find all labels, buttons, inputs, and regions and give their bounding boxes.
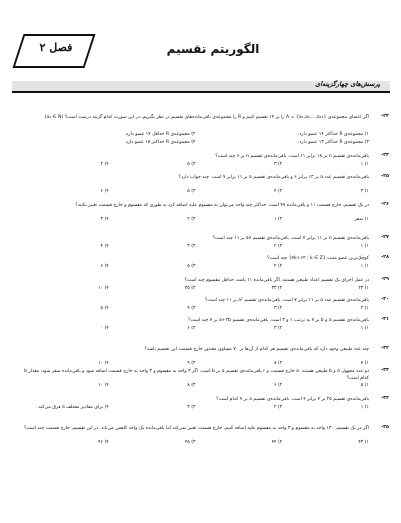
answer-option[interactable]: ۱) ۷ — [360, 361, 369, 366]
question-text: باقی‌مانده‌ی تقسیم n بر ۱۸ برابر ۱۱ است. باقی‌مانده‌ی تقسیم n بر ۶ چند است؟ — [215, 154, 369, 159]
question-text: دو عدد مجهول a و b طبیعی هستند. a خارج قسمت و r باقی‌مانده‌ی تقسیم a بر b است. اگر ۳ واحد به مقسوم و ۳ واحد به خارج قسمت اضافه شود و باقی‌مانده صفر شود، مقدار b کدام است؟ — [24, 369, 369, 381]
answer-option[interactable]: ۴) ۴۶ — [98, 440, 109, 445]
answer-option[interactable]: ۱) ۲۳ — [358, 286, 369, 291]
answer-option[interactable]: ۲) ۶ — [274, 383, 283, 388]
question-text: باقی‌مانده‌ی تقسیم عدد a بر ۱۳ برابر ۶ و باقی‌مانده‌ی تقسیم a بر ۱۱ برابر ۷ است. چند جواب دارد؟ — [178, 175, 369, 180]
answer-option[interactable]: ۳) مجموعه‌ی R حداکثر ۱۳ عضو دارد. — [297, 140, 369, 145]
question-number: -۳۱ — [381, 317, 389, 322]
answer-option[interactable]: ۱) ۳ — [360, 189, 369, 194]
answer-option[interactable]: ۴) مجموعه‌ی R حداکثر ۱۵ عضو دارد. — [124, 140, 196, 145]
answer-options — [22, 264, 369, 269]
answer-options — [22, 162, 369, 167]
question-text: باقی‌مانده‌ی تقسیم n بر ۱۱ برابر ۷ است. باقی‌مانده‌ی تقسیم ۵n بر ۱۱ چند است؟ — [212, 236, 369, 241]
answer-option[interactable]: ۳) ۵ — [187, 264, 196, 269]
question — [22, 425, 389, 455]
answer-option[interactable]: ۲) ۳ — [274, 326, 283, 331]
answer-option[interactable]: ۲) ۲ — [274, 264, 283, 269]
answer-option[interactable]: ۲) ۲ — [274, 244, 283, 249]
answer-option[interactable]: ۴) ۴ — [100, 244, 109, 249]
question-text: باقی‌مانده‌ی تقسیم a و b بر ۷ به ترتیب ۱ و ۳ است. باقی‌مانده‌ی تقسیم a+۳b بر ۷ چند است؟ — [188, 318, 369, 323]
answer-options — [22, 244, 369, 249]
answer-option[interactable]: ۳) ۴۵ — [184, 440, 196, 445]
question-text: اگر در یک تقسیم، ۱۳۰ واحد به مقسوم و ۳ واحد به مقسوم علیه اضافه کنیم، خارج قسمت تغییر نمی‌کند اما باقی‌مانده یک واحد کاهش می‌یابد. در این تقسیم، خارج قسمت چند است؟ — [23, 426, 369, 431]
question-text: در یک تقسیم، خارج قسمت ۱۱ و باقی‌مانده ۴۷ است. حداکثر چند واحد می‌توان به مقسوم علیه اضافه کرد به طوری که مقسوم و خارج قسمت تغییر نکنند؟ — [75, 203, 369, 208]
answer-option[interactable]: ۴) ۰ — [100, 326, 109, 331]
answer-option[interactable]: ۲) مجموعه‌ی R حداقل ۱۴ عضو دارد. — [124, 132, 196, 137]
answer-option[interactable]: ۲) ۲ — [274, 405, 283, 410]
question-text: چند عدد طبیعی وجود دارد که باقی‌مانده‌ی تقسیم هر کدام از آن‌ها بر ۷۰ مساوی مجذور خارج قسمت این تقسیم باشد؟ — [144, 347, 369, 352]
question — [22, 396, 389, 426]
answer-option[interactable]: ۴) ۶ — [100, 264, 109, 269]
question-number: -۲۸ — [381, 255, 389, 260]
answer-option[interactable]: ۱) ۱ — [360, 244, 369, 249]
chapter-badge-label: فصل ۲ — [39, 41, 73, 54]
answer-option[interactable]: ۴) ۲ — [100, 162, 109, 167]
answer-option[interactable]: ۳) ۸ — [187, 383, 196, 388]
answer-option[interactable]: ۲) ۳۳ — [271, 286, 283, 291]
question-number: -۲۴ — [381, 153, 389, 158]
question-number: -۳۴ — [381, 396, 389, 401]
question-number: -۳۲ — [381, 346, 389, 351]
answer-option[interactable]: ۳) ۵ — [187, 189, 196, 194]
answer-option[interactable]: ۱) ۴۳ — [358, 440, 369, 445]
answer-option[interactable]: ۱) ۵ — [360, 383, 369, 388]
answer-option[interactable]: ۴) ۱۰ — [98, 286, 109, 291]
answer-option[interactable]: ۴) ۶ — [100, 189, 109, 194]
answer-options — [22, 286, 369, 291]
answer-options — [22, 189, 369, 194]
answer-option[interactable]: ۲) ۱ — [274, 217, 283, 222]
section-bar — [12, 81, 390, 93]
answer-option[interactable]: ۴) ۱۰ — [98, 361, 109, 366]
answer-options — [22, 326, 369, 331]
answer-option[interactable]: ۱) ۱ — [360, 162, 369, 167]
question-text: در عمل اجرای یک تقسیم اعداد طبیعی هستند. اگر باقی‌مانده ۱۱ باشد، حداقل مقسوم چند است؟ — [184, 278, 369, 283]
answer-option[interactable]: ۱) ۱ — [360, 326, 369, 331]
chapter-header — [18, 34, 378, 68]
question-number: -۲۵ — [381, 174, 389, 179]
answer-option[interactable]: ۱) ۲ — [360, 306, 369, 311]
answer-option[interactable]: ۳) ۳ — [187, 244, 196, 249]
question-number: -۲۳ — [381, 114, 389, 119]
question-number: -۲۹ — [381, 277, 389, 282]
question — [22, 368, 389, 398]
question-number: -۳۳ — [381, 368, 389, 373]
answer-option[interactable]: ۴) ۱۰ — [98, 383, 109, 388]
question-number: -۲۶ — [381, 202, 389, 207]
answer-option[interactable]: ۲) ۳ — [274, 162, 283, 167]
question — [22, 317, 389, 347]
question-number: -۳۵ — [381, 425, 389, 430]
answer-option[interactable]: ۴) ۵ — [100, 306, 109, 311]
chapter-title: الگوریتم تقسیم — [166, 42, 260, 56]
answer-option[interactable]: ۴) ۳ — [100, 217, 109, 222]
answer-option[interactable]: ۱) صفر — [354, 217, 369, 222]
answer-option[interactable]: ۳) ۲ — [187, 217, 196, 222]
answer-option[interactable]: ۲) ۸ — [274, 361, 283, 366]
question-number: -۲۷ — [381, 235, 389, 240]
question-number: -۳۰ — [381, 297, 389, 302]
answer-options — [22, 440, 369, 445]
answer-option[interactable]: ۴) برای مقادیر مختلف a فرق می‌کند. — [37, 405, 109, 410]
answer-option[interactable]: ۱) ۱ — [360, 405, 369, 410]
question — [22, 174, 389, 204]
question — [22, 114, 389, 144]
answer-options — [22, 361, 369, 366]
answer-option[interactable]: ۳) ۵ — [187, 162, 196, 167]
answer-option[interactable]: ۱) مجموعه‌ی R حداکثر ۱۴ عضو دارد. — [297, 132, 369, 137]
answer-options — [22, 405, 369, 410]
answer-options — [22, 132, 369, 145]
answer-option[interactable]: ۱) ۱ — [360, 264, 369, 269]
question-text: باقی‌مانده‌ی تقسیم ۲۵ بر ۷ برابر ۴ است. باقی‌مانده‌ی تقسیم a بر ۷ کدام است؟ — [216, 397, 369, 402]
answer-option[interactable]: ۳) ۴ — [187, 306, 196, 311]
question-text: باقی‌مانده‌ی تقسیم عدد a بر ۱۱ برابر ۷ است. باقی‌مانده‌ی تقسیم a² بر ۱۱ چند است؟ — [204, 298, 369, 303]
answer-options — [22, 383, 369, 388]
answer-option[interactable]: ۲) ۴ — [274, 189, 283, 194]
answer-option[interactable]: ۲) ۳ — [274, 306, 283, 311]
question-text: اگر اعضای مجموعه‌ی {a₁,a₂,...,a₁₄} = A را بر ۱۴ تقسیم کنیم و R را مجموعه‌ی باقی‌مانده‌های تقسیم در نظر بگیریم، در این صورت کدام گزینه درست است؟ (a₁ ∈ N) — [44, 115, 369, 120]
answer-option[interactable]: ۳) ۶ — [187, 326, 196, 331]
answer-options — [22, 306, 369, 311]
question-text: کوچک‌ترین عضو مثبت {۷k+۶۲ : k ∈ Z} چند است؟ — [267, 256, 369, 261]
section-title: پرسش‌های چهارگزینه‌ای — [315, 80, 380, 88]
question — [22, 202, 389, 232]
answer-option[interactable]: ۲) ۴۴ — [271, 440, 283, 445]
answer-option[interactable]: ۳) ۳ — [187, 405, 196, 410]
answer-option[interactable]: ۳) ۳۵ — [184, 286, 196, 291]
answer-option[interactable]: ۳) ۹ — [187, 361, 196, 366]
answer-options — [22, 217, 369, 222]
